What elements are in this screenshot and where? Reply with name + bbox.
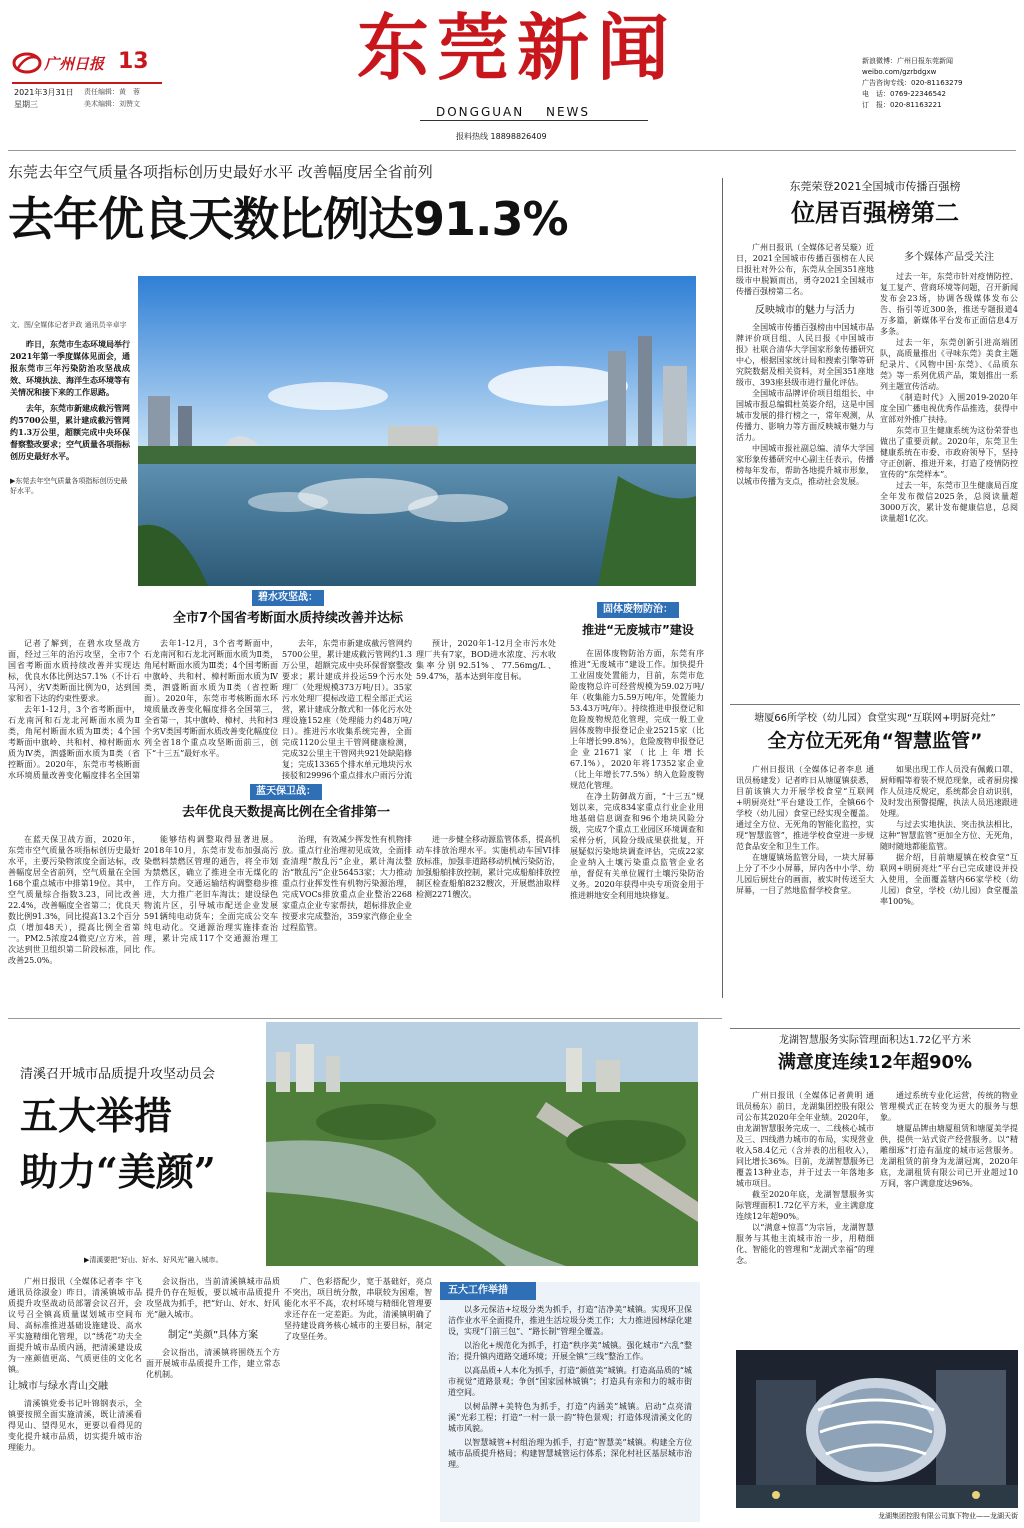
canteen-text-4: 与过去实地执法、突击执法相比，这种“智慧监管”更加全方位、无死角，随时随地都能监管。 [880,820,1018,851]
editor-credit: 责任编辑：黄 蓉 [84,88,140,96]
ranking-sub2-text-1: 过去一年，东莞市针对疫情防控、复工复产、营商环境等问题，召开新闻发布会23场，协调各级媒体发布公告、指引等近300条，推送专题报道4万多篇，新媒体平台发布正面信息4万多条。 [880,272,1018,336]
section-air-text-2: 能够结构调整取得显著进展。2018年10月，东莞市发布加强高污染燃料禁燃区管理的通告，将全市划为禁燃区，确立了推进全市无煤化的工作方向。交通运输结构调整稳步推进，大力推广老旧车淘汰；建设绿色物流片区，引导城市配送企业发展591辆纯电动货车；全面完成公交车纯电动化。交通源治理实施排查治理，累计完成117个交通源治理工作。 [144,835,278,954]
section-air-text-3: 治理，有效减少挥发性有机物排放。重点行业治理初见成效，全面排查清理“散乱污”企业，累计淘汰整治“散乱污”企业56453家；大力推动重点行业挥发性有机物污染源治理，完成VOCs排放重点企业整治2268家重点企业专家帮扶，超标排放企业按要求完成整治，359家汽修企业全过程监管。 [282,835,412,932]
paper-name: 广州日报 [44,55,105,73]
section-water-text-3: 去年，东莞市新建成截污管网约5700公里，累计建成截污管网约1.3万公里，超额完成中央环保督察整改要求；累计建成并投运59个污水处理厂（处理规模373万吨/日）。35家污水处理厂提标改造工程全部正式运营，累计建成分散式和一体化污水处理设施152座（处理能力约48万吨/日）。推进污水收集系统完善，全面完成1120公里主干管网健康检测，完成32公里主干管网共921处缺陷修复；完成13365个排水单元地块污水接驳和29996个重点排水户雨污分流 [282,639,412,780]
section-title: 东莞新闻 [356,5,677,90]
section-air-column-1 [8,834,140,984]
qingxi-sub-b: 制定“美颜”具体方案 [167,1330,259,1341]
longfor-text-2: 截至2020年底，龙湖智慧服务实际管理面积1.72亿平方米，业主满意度连续12年超90%。 [736,1190,874,1221]
measure-item: 以智慧城管+村组治理为抓手，打造“智慧美”城镇。构建全方位城市品质提升格局；构建智慧城管运行体系；深化村社区基层城市治理。 [448,1437,692,1469]
story-canteen-monitoring [730,708,1020,1026]
longfor-photo-caption: 龙湖集团控股有限公司旗下物业——龙湖天街 [878,1512,1018,1520]
qingxi-column-3 [284,1276,432,1522]
section-air-header [8,784,564,830]
qingxi-text-3: 广、色彩搭配少，宽于基础好，亮点不突出，项目统分散，串联较为困难，智能化水平不高，农村环境与精细化管理要求还存在一定差距。为此，清溪镇明确了坚持建设商务核心城市的主要目标，制定了攻坚任务。 [284,1277,432,1341]
ranking-sub1-text-3: 中国城市报社副总编、清华大学国家形象传播研究中心副主任表示，传播榜每年发布，帮助各地提升城市形象，以城市传播为支点，推动社会发展。 [736,444,874,486]
lead-intro-p1: 昨日，东莞市生态环境局举行2021年第一季度媒体见面会，通报东莞市三年污染防治攻坚战成效、环境执法、海洋生态环境等有关情况和接下来的工作思路。 [10,339,130,397]
section-air-text-4: 进一步健全移动源监管体系，提高机动车排放治理水平。实施机动车国VI排放标准，加强非道路移动机械污染防治，加强船舶排放控制，累计完成船舶排放控制区检查船舶8232艘次，开展燃油取样检测2271艘次。 [416,835,560,899]
qingxi-text-2: 会议指出，当前清溪镇城市品质提升仍存在短板，要以城市品质提升攻坚战为抓手，把“好山、好水、好风光”融入城市。 [146,1277,280,1319]
page-number: 13 [118,49,149,74]
weibo-name: 新浪微博：广州日报东莞新闻 [862,57,953,65]
section-title-en-2: NEWS [546,105,591,119]
section-water-tag: 碧水攻坚战： [252,590,324,606]
masthead [0,0,1024,152]
lead-intro-p2: 去年，东莞市新建成截污管网约5700公里，累计建成截污管网约1.3万公里，超额完成中央环保督察整改要求；空气质量各项指标创历史最好水平。 [10,403,130,461]
longfor-headline: 满意度连续12年超90% [777,1051,973,1073]
section-air-text-1: 在蓝天保卫战方面，2020年，东莞市空气质量各项指标创历史最好水平，主要污染物浓度全面达标，改善幅度居全省前列，空气质量在全国168个重点城市中排第19位。其中，空气质量综合指数3.23，同比改善22.4%，改善幅度全省第二；优良天数比例91.3%，同比提高13.2个百分点（增加48天），提高比例全省第一。PM2.5浓度24微克/立方米，首次达到世卫组织第二阶段标准，同比改善25.0%。 [8,835,140,965]
masthead-rule [12,82,162,84]
measure-item: 以多元保洁+垃圾分类为抓手，打造“洁净美”城镇。实现环卫保洁作业水平全面提升，推进生活垃圾分类工作；大力推进园林绿化建设，实现“门前三包”、“路长制”管理全覆盖。 [448,1304,692,1336]
section-water-text-2: 去年1-12月，3个省考断面中，石龙南河和石龙北河断面水质为Ⅱ类，角尾村断面水质为Ⅲ类；4个国考断面中旗岭、共和村、樟村断面水质为Ⅳ类，泗盛断面水质为Ⅱ类（省控断面）。2020年，东莞市考核断面水环境质量改善变化幅度排名全国第 [8,705,140,780]
lead-headline: 去年优良天数比例达91.3% [8,192,568,246]
story-qingxi [0,1020,722,1526]
ranking-sub2-text-5: 过去一年，东莞市卫生健康局百度全年发布微信2025条，总阅读量超3000万次，累计发布健康信息，总阅读量超1亿次。 [880,481,1018,523]
phone: 电 话：0769-22346542 [862,90,946,98]
section-water-title: 全市7个国省考断面水质持续改善并达标 [172,610,404,626]
art-editor-credit: 美术编辑：刘赞文 [84,100,140,108]
measures-box-title: 五大工作举措 [440,1282,536,1300]
measure-item: 以高品质+人本化为抓手，打造“颜值美”城镇。打造高品质的“城市视觉”道路景观；争创“国家园林城镇”；打造具有亲和力的城市街道空间。 [448,1365,692,1397]
ad-hotline: 广告咨询专线：020-81163279 [862,79,963,87]
canteen-text-3: 如果出现工作人员没有佩戴口罩、厨师帽等着装不规范现象，或者厨房操作人员违反规定，系统都会自动识别，及时发出预警提醒，执法人员迅速跟进处理。 [880,765,1018,818]
section-waste-text-2: 在净土防御战方面，“十三五”规划以来，完成834家重点行业企业用地基础信息调查和96个地块风险分级，完成7个重点工业园区环境调查和采样分析，风险分级成果获批复，开展疑似污染地块调查评估，完成22家企业纳入土壤污染重点监管企业名单，督促有关单位履行土壤污染防治义务。2020年获得中央专项资金用于推进耕地安全利用地块修复。 [570,792,704,900]
issue-date: 2021年3月31日 [14,88,74,97]
section-waste-tag: 固体废物防治： [597,602,679,618]
lead-kicker: 东莞去年空气质量各项指标创历史最好水平 改善幅度居全省前列 [8,163,433,181]
section-water-text-1: 记者了解到，在碧水攻坚战方面，经过三年的治污攻坚，全市7个国省考断面水质持续改善并实现达标，优良水体比例达57.1%（不计石马河），劣V类断面比例为0，达到国家和省下达的约束性要求。 [8,639,140,703]
canteen-text-1: 广州日报讯（全媒体记者李息 通讯员杨建发）记者昨日从塘厦镇获悉，目前该镇大力开展学校食堂“互联网+明厨亮灶”平台建设工作，全镇66个学校（幼儿园）食堂已经实现全覆盖。通过全方位、无死角的智能化监控，实现“智慧监管”，推进学校食堂进一步规范食品安全和卫生工作。 [736,765,874,851]
news-hotline: 报料热线 18898826409 [456,132,547,141]
bottom-section-rule [8,1018,722,1019]
longfor-text-5: 塘厦品牌由塘厦租赁和塘厦美学提供，提供一站式资产经营服务。以“精雕细琢”打造有温度的城市运营服务。龙湖租赁的前身为龙湖冠寓，2020年底，龙湖租赁有限公司已开业超过10万间，客户满意度达96%。 [880,1124,1018,1188]
section-water-column-2 [144,638,278,780]
issue-weekday: 星期三 [14,100,38,109]
lead-photo [138,276,696,586]
qingxi-sub-a: 让城市与绿水青山交融 [8,1381,108,1392]
canteen-column-2 [880,764,1018,1020]
ranking-sub2-text-2: 过去一年，东莞创新引进高端团队，高质量推出《寻味东莞》美食主题纪录片、《风物中国·东莞》、《品质东莞》等一系列优质产品，策划推出一系列主题宣传活动。 [880,338,1018,391]
ranking-column-2 [880,242,1018,742]
section-air-column-3 [282,834,412,984]
measure-item: 以树品牌+美特色为抓手，打造“内涵美”城镇。启动“点亮清溪”光彩工程；打造“一村一景一韵”特色景观；打造体现清溪文化的城市风貌。 [448,1401,692,1433]
story-longfor-service [730,1030,1020,1526]
section-air-column-4 [416,834,560,984]
section-waste-header [568,602,708,642]
column-divider [722,178,723,998]
section-water-column-1 [8,638,140,780]
section-water-text-2b: 去年1-12月，3个省考断面中，石龙南河和石龙北河断面水质为Ⅱ类，角尾村断面水质为Ⅲ类；4个国考断面中旗岭、共和村、樟村断面水质为Ⅳ类，泗盛断面水质为Ⅱ类（省控断面）。2020年，东莞市考核断面水环境质量改善变化幅度排名全国第三，全省第一，其中旗岭、樟村、共和村3个劣V类国考断面水质改善变化幅度位列全省18个重点攻坚断面前三，创下“十三五”最好水平。 [144,639,278,758]
title-underline [420,120,648,121]
section-air-column-2 [144,834,278,984]
masthead-bottom-rule [8,150,1016,151]
canteen-kicker: 塘厦66所学校（幼儿园）食堂实现“互联网+明厨亮灶” [754,713,996,724]
longfor-text-1: 广州日报讯（全媒体记者黄明 通讯员杨东）前日，龙湖集团控股有限公司公布其2020年全年业绩。2020年，由龙湖智慧服务完成一、二线核心城市及三、四线潜力城市的布局，实现营业收入58.4亿元（含并表的出租收入），同比增长36%。目前，龙湖智慧服务已覆盖13种业态，并于过去一年落地多城市项目。 [736,1091,874,1188]
ranking-kicker: 东莞荣登2021全国城市传播百强榜 [789,180,961,193]
right-divider-1 [730,704,1020,705]
ranking-intro: 广州日报讯（全媒体记者吴璇）近日，2021全国城市传播百强榜在人民日报社对外公布，东莞从全国351座地级市中脱颖而出，勇夺2021全国城市传播百强榜第二名。 [736,243,874,296]
longfor-column-2 [880,1090,1018,1344]
ranking-headline: 位居百强榜第二 [791,197,959,227]
section-waste-title: 推进“无废城市”建设 [582,622,694,637]
ranking-sub1-text-1: 全国城市传播百强榜由中国城市品牌评价项目组、人民日报《中国城市报》社联合清华大学国家形象传播研究中心，根据国家统计局和搜索引擎等研究院数据及相关资料，对全国351座地级市、393座县级市进行量化评估。 [736,323,874,387]
subscribe-phone: 订 报：020-81163221 [862,101,942,109]
qingxi-headline-2: 助力“美颜” [20,1149,216,1194]
qingxi-kicker: 清溪召开城市品质提升攻坚动员会 [20,1067,216,1082]
section-water-header [8,590,568,632]
contact-info [862,56,1022,111]
qingxi-photo [266,1022,698,1266]
qingxi-column-1 [8,1276,142,1522]
canteen-column-1 [736,764,874,1020]
canteen-headline: 全方位无死角“智慧监管” [767,729,983,752]
longfor-photo [736,1350,1018,1508]
lead-story [0,156,712,992]
qingxi-sub-a-text: 清溪镇党委书记叶锦钢表示，全镇要按照全面实施清溪，既让清溪看得见山、望得见水，更要以看得见的变化提升城市品质，切实提升城市治理能力。 [8,1399,142,1452]
canteen-text-5: 据介绍，目前塘厦镇在校食堂“互联网+明厨亮灶”平台已完成建设并投入使用，全面覆盖辖内66家学校（幼儿园）食堂，学校（幼儿园）食堂覆盖率100%。 [880,853,1018,906]
section-air-tag: 蓝天保卫战： [250,784,322,800]
qingxi-measures-box [440,1282,700,1522]
story-city-ranking [730,176,1020,736]
qingxi-sub-b-text: 会议指出，清溪镇将围绕五个方面开展城市品质提升工作，建立常态化机制。 [146,1348,280,1379]
qingxi-column-2 [146,1276,280,1522]
ranking-sub2-text-4: 东莞市卫生健康系统为这份荣誉也做出了重要贡献。2020年，东莞卫生健康系统在市委、市政府领导下，坚持守正创新、推进开来，打造了疫情防控宣传的“东莞样本”。 [880,426,1018,479]
right-divider-2 [730,1028,1020,1029]
ranking-sub2: 多个媒体产品受关注 [904,252,994,263]
weibo-id: weibo.com/gzrbdgxw [862,68,937,76]
section-air-title: 去年优良天数提高比例在全省排第一 [181,804,390,820]
paper-logo-icon [12,52,42,74]
section-water-text-4: 预计，2020年1-12月全市污水处理厂共有7家，BOD进水浓度、污水收集率分别92.51%、77.56mg/L、59.47%，基本达到年度目标。 [416,639,556,681]
section-water-column-4 [416,638,556,780]
qingxi-text-1: 广州日报讯（全媒体记者李 宇飞 通讯员徐淑金）昨日，清溪镇城市品质提升攻坚战动员部署会议召开，会议号召全镇高质量谋划城市空间布局、高标准推进基础设施建设、高水平实施精细化管理，以“绣花”功夫全面提升城市品质内涵，把清溪建设成为一座颜值更高、气质更佳的文化名镇。 [8,1277,142,1374]
measures-list [440,1300,700,1474]
qingxi-headline-1: 五大举措 [20,1093,173,1138]
ranking-sub1: 反映城市的魅力与活力 [755,305,855,316]
longfor-kicker: 龙湖智慧服务实际管理面积达1.72亿平方米 [778,1035,972,1046]
longfor-text-4: 通过系统专业化运营，传统的物业管理模式正在转变为更大的服务与想象。 [880,1091,1018,1122]
section-title-en-1: DONGGUAN [436,105,525,119]
paper-logo [12,52,130,76]
measure-item: 以治化+规范化为抓手，打造“秩序美”城镇。强化城市“六乱”整治；提升镇内道路交通环境；开展全镇“三线”整治工作。 [448,1340,692,1361]
lead-byline: 文、图/全媒体记者尹政 通讯员辛卓宇 [10,321,127,329]
lead-photo-caption: ▶东莞去年空气质量各项指标创历史最好水平。 [10,477,128,495]
section-waste-column [570,648,704,1048]
qingxi-photo-caption: ▶清溪要把“好山、好水、好风光”融入城市。 [84,1256,223,1264]
ranking-column-1 [736,242,874,742]
ranking-sub2-text-3: 《制造时代》入围2019-2020年度全国广播电视优秀作品推选，获得中宣部对外推广扶持。 [880,393,1018,424]
section-water-column-3 [282,638,412,780]
canteen-text-2: 在塘厦镇场监管分局，一块大屏幕上分了不少小屏幕，屏内各中小学、幼儿园后厨灶台的画面，被实时传送至大屏幕，一目了然地监督学校食堂。 [736,853,874,895]
longfor-column-1 [736,1090,874,1344]
longfor-text-3: 以“满意+惊喜”为宗旨，龙湖智慧服务与其他主流城市治一步，用精细化、智能化的管理和“龙湖式幸福”的理念。 [736,1223,874,1265]
section-waste-text-1: 在固体废物防治方面，东莞有序推进“无废城市”建设工作。加快提升工业固废处置能力，目前，东莞市危险废物总许可经营规模为59.02万吨/年（收集能力5.59万吨/年，处置能力53.43万吨/年）。持续推进申报登记和危险废物规范化管理，完成一般工业固体废物申报登记企业25215家（比上年增长99.8%），危险废物申报登记企业21671家（比上年增长67.1%），2020年将17352家企业（比上年增长77.5%）纳入危险废物规范化管理。 [570,649,704,790]
ranking-sub1-text-2: 全国城市品牌评价项目组组长、中国城市报总编辑杜英姿介绍，这是中国城市发展的排行榜之一，常年观测，从传播力、影响力等方面反映城市魅力与活力。 [736,389,874,442]
